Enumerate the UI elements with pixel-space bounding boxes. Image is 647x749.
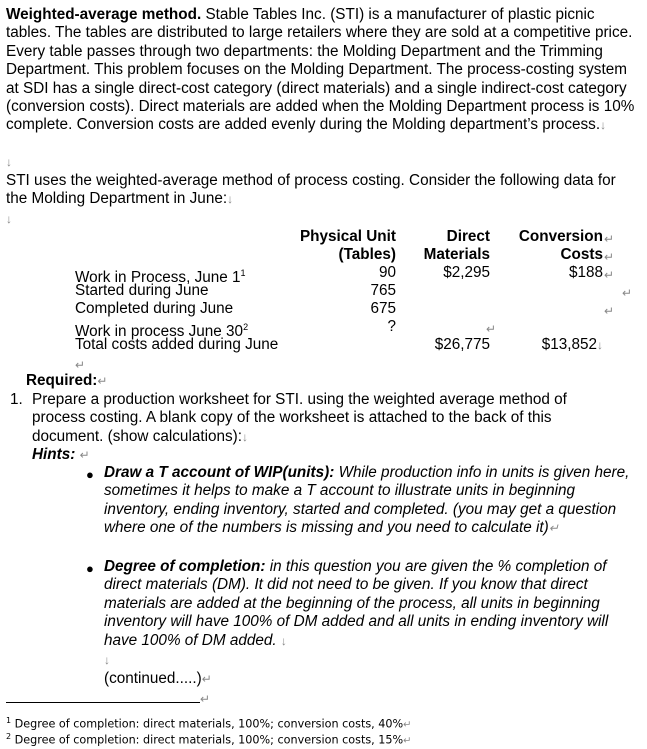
table-cell-units: 675 <box>370 300 396 317</box>
line-break-mark: ↓ <box>104 653 110 667</box>
table-row-label: Work in process June $30^2$ <box>75 322 249 341</box>
required-item-1: Prepare a production worksheet for STI. using the weighted average method of process costing. A blank copy of the worksheet is attached to the back of this document. (show calculations):↓ <box>32 391 567 445</box>
header-dm-line2: Materials <box>423 246 490 263</box>
table-row-label: Completed during June <box>75 300 234 317</box>
header-physical-line2: (Tables) <box>338 246 396 263</box>
line-break-mark: ↓ <box>6 155 12 169</box>
line-break-mark: ↓ <box>227 192 234 207</box>
cell-mark: ↵ <box>604 304 615 318</box>
table-cell-cc: $188 <box>568 264 603 281</box>
cell-mark: ↵ <box>604 268 615 282</box>
header-dm-line1: Direct <box>446 228 490 245</box>
cell-mark: ↵ <box>604 232 615 246</box>
table-cell-dm: $2,295 <box>443 264 490 281</box>
hint-item: Draw a T account of WIP(units): While production info in units is given here, sometimes it helps to make a T account to illustrate units in beginning inventory, ending inventory, started and completed. (you may get a question where one of the numbers is missing and you need to calculate it)↵ <box>104 464 630 537</box>
intro-paragraph <box>6 6 638 135</box>
footnote-2: $^2$ Degree of completion: direct materials, 100%; conversion costs, 15%↵ <box>6 732 412 747</box>
cell-mark: ↵ <box>486 322 497 336</box>
bullet-icon: ● <box>86 561 94 576</box>
line-break-mark: ↵ <box>75 358 86 372</box>
required-heading: Required:↵ <box>26 372 108 389</box>
table-row-label: Work in Process, June $1^1$ <box>75 268 246 287</box>
header-cc-line2: Costs <box>560 246 603 263</box>
table-cell-units: 90 <box>378 264 396 281</box>
line-break-mark: ↓ <box>6 212 12 226</box>
intro-paragraph-2 <box>6 172 638 209</box>
footnote-1: $^1$ Degree of completion: direct materials, 100%; conversion costs, 40%↵ <box>6 716 412 731</box>
footnote-separator <box>6 702 200 703</box>
header-cc-line1: Conversion <box>518 228 603 245</box>
cell-mark: ↵ <box>622 286 633 300</box>
intro-title: Weighted-average method. <box>6 6 202 23</box>
table-cell-units: 765 <box>370 282 396 299</box>
table-cell-units: ? <box>387 318 396 335</box>
continued-text: (continued.....)↵ <box>104 670 212 687</box>
hints-label: Hints: ↵ <box>32 446 90 463</box>
bullet-icon: ● <box>86 467 94 482</box>
hint-item: Degree of completion: in this question you are given the % completion of direct materials (DM). It did not need to be given. If you know that direct materials are added at the beginning of the process, all units in beginning inventory will have 100% of DM added and all units in ending inventory will have 100% of DM added. ↓ <box>104 558 609 649</box>
cell-mark: ↵ <box>604 250 615 264</box>
line-break-mark: ↵ <box>200 692 211 706</box>
table-cell-dm: $26,775 <box>434 336 490 353</box>
table-cell-cc: $13,852↓ <box>541 336 603 353</box>
table-row-label: Total costs added during June <box>75 336 279 353</box>
header-physical-line1: Physical Unit <box>299 228 396 245</box>
intro-body: Stable Tables Inc. (STI) is a manufacturer of plastic picnic tables. The tables are distributed to large retailers where they are sold at a competitive price. Every table passes through two departments: the Molding Department and the Trimming Department. This problem focuses on the Molding Department. The process-costing system at SDI has a single direct-cost category (direct materials) and a single indirect-cost category (conversion costs). Direct materials are added when the Molding Department process is 10% complete. Conversion costs are added evenly during the Molding department’s process. <box>6 6 635 134</box>
table-row-label: Started during June <box>75 282 209 299</box>
intro2-text: STI uses the weighted-average method of process costing. Consider the following data for the Molding Department in June: <box>6 172 616 208</box>
item-number: 1. <box>10 391 23 408</box>
line-break-mark: ↓ <box>600 118 607 133</box>
